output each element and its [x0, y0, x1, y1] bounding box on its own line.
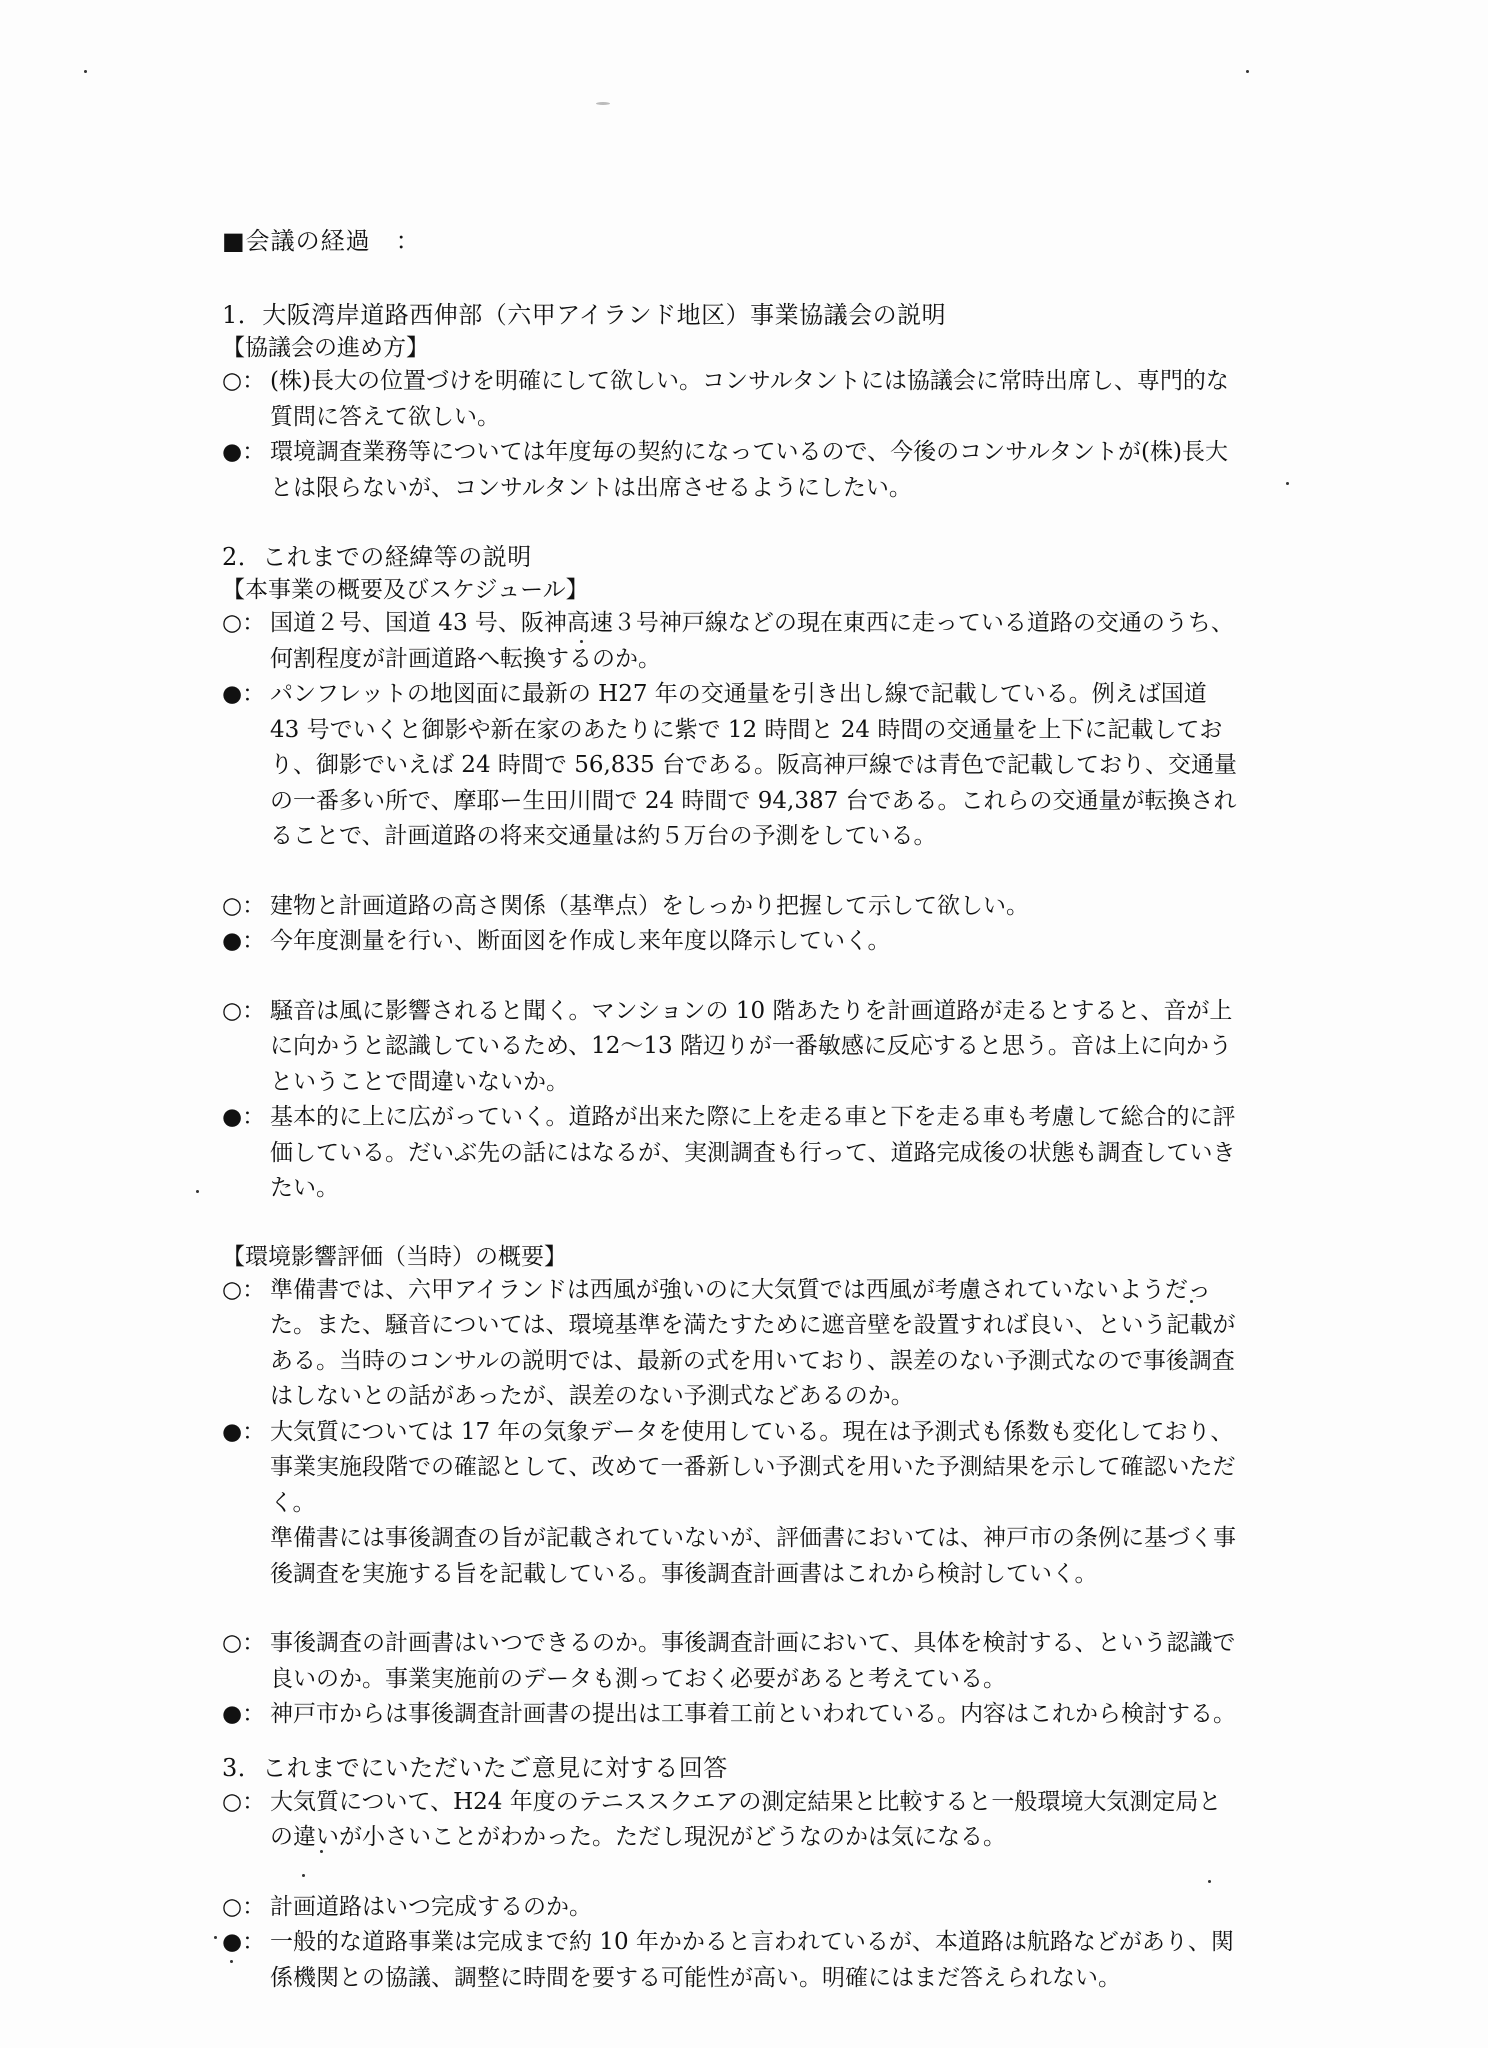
comment-text: 騒音は風に影響されると聞く。マンションの 10 階あたりを計画道路が走るとすると、音が上に向かうと認識しているため、12〜13 階辺りが一番敏感に反応すると思う。音は上に向かうということで間違いないか。 — [270, 997, 1233, 1095]
comment-text: 準備書では、六甲アイランドは西風が強いのに大気質では西風が考慮されていないようだった。また、騒音については、環境基準を満たすために遮音壁を設置すれば良い、という記載がある。当時のコンサルの説明では、最新の式を用いており、誤差のない予測式なので事後調査はしないとの話があったが、誤差のない予測式などあるのか。 — [270, 1276, 1236, 1409]
comment-text: 基本的に上に広がっていく。道路が出来た際に上を走る車と下を走る車も考慮して総合的に評価している。だいぶ先の話にはなるが、実測調査も行って、道路完成後の状態も調査していきたい。 — [270, 1104, 1236, 1201]
section-2 — [222, 540, 1242, 1733]
comment-text: 一般的な道路事業は完成まで約 10 年かかると言われているが、本道路は航路などがあり、関係機関との協議、調整に時間を要する可能性が高い。明確にはまだ答えられない。 — [270, 1929, 1234, 1991]
section-title: 3．これまでにいただいたご意見に対する回答 — [222, 1753, 728, 1782]
comment-entry — [222, 1785, 1242, 1856]
comment-text: 大気質については 17 年の気象データを使用している。現在は予測式も係数も変化しており、事業実施段階での確認として、改めて一番新しい予測式を用いた予測結果を示して確認いただく。 — [270, 1418, 1236, 1516]
comment-entry — [222, 1890, 1242, 1926]
scan-speck — [214, 1936, 217, 1939]
subsection-title: 【協議会の進め方】 — [222, 335, 429, 361]
subsection-title: 【環境影響評価（当時）の概要】 — [222, 1243, 567, 1270]
comment-entry — [222, 606, 1242, 677]
comment-text: 環境調査業務等については年度毎の契約になっているので、今後のコンサルタントが(株)長大とは限らないが、コンサルタントは出席させるようにしたい。 — [270, 439, 1228, 501]
comment-text: 計画道路はいつ完成するのか。 — [270, 1893, 592, 1920]
comment-entry — [222, 924, 1242, 960]
comment-entry — [222, 1415, 1242, 1522]
scan-speck — [1246, 70, 1249, 73]
comment-entry — [222, 889, 1242, 925]
section-3 — [222, 1751, 1242, 1997]
meeting-record — [222, 224, 1242, 1996]
comment-text: (株)長大の位置づけを明確にして欲しい。コンサルタントには協議会に常時出席し、専門的な質問に答えて欲しい。 — [270, 368, 1229, 430]
speaker-mark: ○： — [222, 1788, 266, 1815]
speaker-mark: ●： — [222, 681, 266, 707]
scan-speck — [1286, 482, 1289, 485]
meeting-progress-heading: ■会議の経過 ： — [222, 227, 421, 255]
comment-entry — [222, 1273, 1242, 1415]
comment-text: 事後調査の計画書はいつできるのか。事後調査計画において、具体を検討する、という認識で良いのか。事業実施前のデータも測っておく必要があると考えている。 — [270, 1630, 1236, 1692]
speaker-mark: ○： — [222, 1276, 266, 1303]
comment-text: パンフレットの地図面に最新の H27 年の交通量を引き出し線で記載している。例えば国道 43 号でいくと御影や新在家のあたりに紫で 12 時間と 24 時間の交通量を上下に記載しており、御影でいえば 24 時間で 56,835 台である。阪高神戸線では青色で記載しており、交通量の一番多い所で、摩耶ー生田川間で 24 時間で 94,387 台である。これらの交通量が転換されることで、計画道路の将来交通量は約５万台の予測をしている。 — [270, 681, 1237, 849]
speaker-mark: ○： — [222, 997, 266, 1024]
speaker-mark: ●： — [222, 1701, 266, 1727]
speaker-mark: ●： — [222, 1104, 266, 1130]
comment-text: 建物と計画道路の高さ関係（基準点）をしっかり把握して示して欲しい。 — [270, 892, 1029, 919]
comment-continuation: 準備書には事後調査の旨が記載されていないが、評価書においては、神戸市の条例に基づく事後調査を実施する旨を記載している。事後調査計画書はこれから検討していく。 — [270, 1525, 1236, 1587]
speaker-mark: ●： — [222, 928, 266, 954]
comment-entry — [222, 1697, 1242, 1733]
scan-speck — [196, 1190, 199, 1193]
comment-entry — [222, 1100, 1242, 1207]
speaker-mark: ●： — [222, 439, 266, 465]
speaker-mark: ○： — [222, 1893, 266, 1920]
comment-entry — [222, 1626, 1242, 1697]
comment-entry — [222, 1925, 1242, 1996]
subsection-title: 【本事業の概要及びスケジュール】 — [222, 577, 589, 603]
comment-entry — [222, 677, 1242, 855]
comment-entry — [222, 435, 1242, 506]
comment-text: 国道２号、国道 43 号、阪神高速３号神戸線などの現在東西に走っている道路の交通のうち、何割程度が計画道路へ転換するのか。 — [270, 610, 1234, 672]
speaker-mark: ○： — [222, 368, 266, 394]
speaker-mark: ○： — [222, 892, 266, 919]
comment-entry — [222, 364, 1242, 435]
comment-text: 神戸市からは事後調査計画書の提出は工事着工前といわれている。内容はこれから検討する。 — [270, 1701, 1236, 1727]
comment-entry — [222, 994, 1242, 1101]
scan-speck — [596, 102, 610, 105]
section-title: 1．大阪湾岸道路西伸部（六甲アイランド地区）事業協議会の説明 — [222, 301, 947, 329]
section-title: 2．これまでの経緯等の説明 — [222, 543, 532, 571]
scan-speck — [84, 70, 87, 73]
comment-text: 今年度測量を行い、断面図を作成し来年度以降示していく。 — [270, 928, 891, 954]
speaker-mark: ●： — [222, 1418, 266, 1445]
speaker-mark: ○： — [222, 1630, 266, 1656]
comment-text: 大気質について、H24 年度のテニススクエアの測定結果と比較すると一般環境大気測定局との違いが小さいことがわかった。ただし現況がどうなのかは気になる。 — [270, 1788, 1222, 1850]
speaker-mark: ○： — [222, 610, 266, 636]
section-1 — [222, 298, 1242, 506]
speaker-mark: ●： — [222, 1929, 266, 1955]
